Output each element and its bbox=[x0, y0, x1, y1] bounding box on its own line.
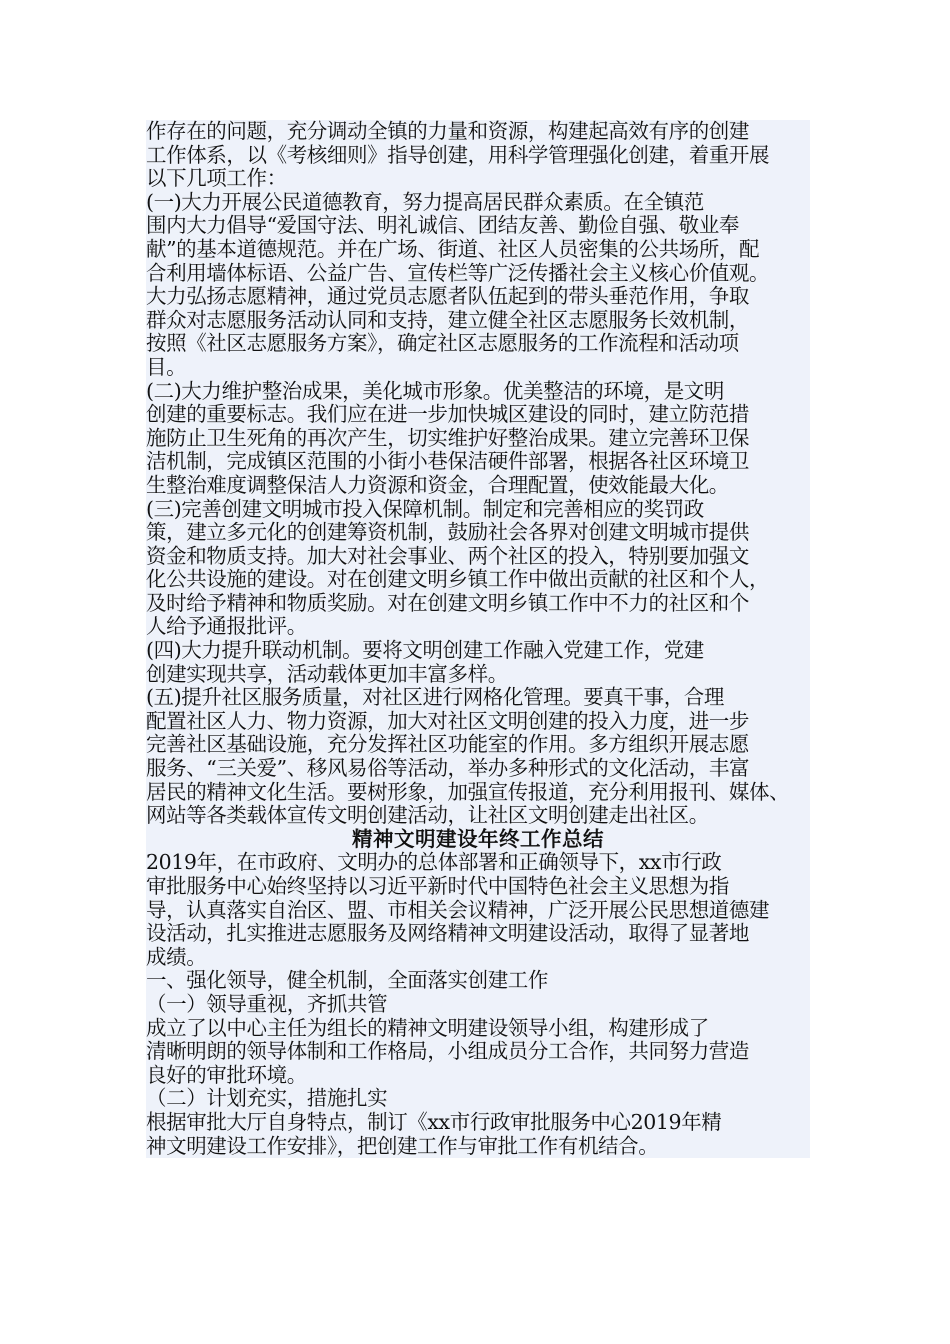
text-line: 服务、“三关爱”、移风易俗等活动，举办多种形式的文化活动，丰富 bbox=[146, 757, 810, 781]
document-title: 精神文明建设年终工作总结 bbox=[146, 828, 810, 852]
text-line: 成立了以中心主任为组长的精神文明建设领导小组，构建形成了 bbox=[146, 1017, 810, 1041]
text-line: (三)完善创建文明城市投入保障机制。制定和完善相应的奖罚政 bbox=[146, 498, 810, 522]
text-line: 良好的审批环境。 bbox=[146, 1064, 810, 1088]
text-line: 策，建立多元化的创建筹资机制，鼓励社会各界对创建文明城市提供 bbox=[146, 521, 810, 545]
text-line: 神文明建设工作安排》，把创建工作与审批工作有机结合。 bbox=[146, 1135, 810, 1159]
text-line: 及时给予精神和物质奖励。对在创建文明乡镇工作中不力的社区和个 bbox=[146, 592, 810, 616]
text-line: 围内大力倡导“爱国守法、明礼诚信、团结友善、勤俭自强、敬业奉 bbox=[146, 214, 810, 238]
text-line: 以下几项工作： bbox=[146, 167, 810, 191]
text-line: 作存在的问题，充分调动全镇的力量和资源，构建起高效有序的创建 bbox=[146, 120, 810, 144]
text-line: 居民的精神文化生活。要树形象，加强宣传报道，充分利用报刊、媒体、 bbox=[146, 781, 810, 805]
text-line: （二）计划充实，措施扎实 bbox=[146, 1087, 810, 1111]
text-line: 设活动，扎实推进志愿服务及网络精神文明建设活动，取得了显著地 bbox=[146, 922, 810, 946]
text-line: 成绩。 bbox=[146, 946, 810, 970]
text-line: 资金和物质支持。加大对社会事业、两个社区的投入，特别要加强文 bbox=[146, 545, 810, 569]
text-line: 按照《社区志愿服务方案》，确定社区志愿服务的工作流程和活动项 bbox=[146, 332, 810, 356]
text-line: (二)大力维护整治成果，美化城市形象。优美整洁的环境，是文明 bbox=[146, 380, 810, 404]
document-page bbox=[146, 120, 810, 1158]
text-line: 洁机制，完成镇区范围的小街小巷保洁硬件部署，根据各社区环境卫 bbox=[146, 450, 810, 474]
text-line: 献”的基本道德规范。并在广场、街道、社区人员密集的公共场所，配 bbox=[146, 238, 810, 262]
text-line: 目。 bbox=[146, 356, 810, 380]
text-line: 人给予通报批评。 bbox=[146, 615, 810, 639]
text-line: 创建的重要标志。我们应在进一步加快城区建设的同时，建立防范措 bbox=[146, 403, 810, 427]
text-line: 施防止卫生死角的再次产生，切实维护好整治成果。建立完善环卫保 bbox=[146, 427, 810, 451]
text-line: (一)大力开展公民道德教育，努力提高居民群众素质。在全镇范 bbox=[146, 191, 810, 215]
text-line: 合利用墙体标语、公益广告、宣传栏等广泛传播社会主义核心价值观。 bbox=[146, 262, 810, 286]
text-line: 创建实现共享，活动载体更加丰富多样。 bbox=[146, 663, 810, 687]
text-line: 清晰明朗的领导体制和工作格局，小组成员分工合作，共同努力营造 bbox=[146, 1040, 810, 1064]
text-line: 工作体系，以《考核细则》指导创建，用科学管理强化创建，着重开展 bbox=[146, 144, 810, 168]
text-line: 完善社区基础设施，充分发挥社区功能室的作用。多方组织开展志愿 bbox=[146, 733, 810, 757]
text-line: 审批服务中心始终坚持以习近平新时代中国特色社会主义思想为指 bbox=[146, 875, 810, 899]
text-line: 配置社区人力、物力资源，加大对社区文明创建的投入力度，进一步 bbox=[146, 710, 810, 734]
text-line: 大力弘扬志愿精神，通过党员志愿者队伍起到的带头垂范作用，争取 bbox=[146, 285, 810, 309]
text-line: （一）领导重视，齐抓共管 bbox=[146, 993, 810, 1017]
text-line: (四)大力提升联动机制。要将文明创建工作融入党建工作，党建 bbox=[146, 639, 810, 663]
text-line: 导，认真落实自治区、盟、市相关会议精神，广泛开展公民思想道德建 bbox=[146, 899, 810, 923]
text-line: 一、强化领导，健全机制，全面落实创建工作 bbox=[146, 969, 810, 993]
text-line: 根据审批大厅自身特点，制订《xx市行政审批服务中心2019年精 bbox=[146, 1111, 810, 1135]
text-line: 化公共设施的建设。对在创建文明乡镇工作中做出贡献的社区和个人， bbox=[146, 568, 810, 592]
text-line: 群众对志愿服务活动认同和支持，建立健全社区志愿服务长效机制， bbox=[146, 309, 810, 333]
text-line: 生整治难度调整保洁人力资源和资金，合理配置，使效能最大化。 bbox=[146, 474, 810, 498]
text-line: 网站等各类载体宣传文明创建活动，让社区文明创建走出社区。 bbox=[146, 804, 810, 828]
text-line: 2019年，在市政府、文明办的总体部署和正确领导下，xx市行政 bbox=[146, 851, 810, 875]
text-line: (五)提升社区服务质量，对社区进行网格化管理。要真干事，合理 bbox=[146, 686, 810, 710]
